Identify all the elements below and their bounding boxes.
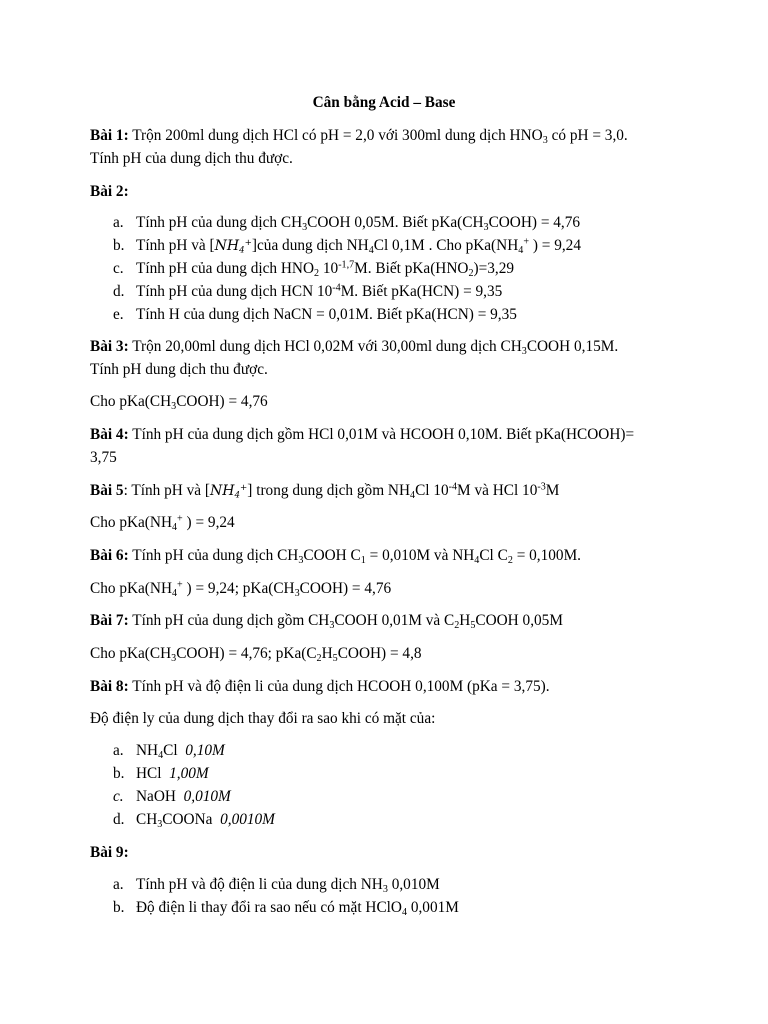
problem-label: Bài 1: bbox=[90, 127, 129, 144]
math-nh4: $NH_4^+$ bbox=[209, 483, 248, 501]
problem-6-given: Cho $pKa(NH_4^+$ ) = 9,24; $pKa(CH_3COOH) = 4,76$ bbox=[90, 579, 392, 599]
list-item: $NH_4Cl$ 0,10M bbox=[136, 742, 225, 761]
list-marker: b. bbox=[113, 899, 125, 916]
problem-8-line2: Độ điện ly của dung dịch thay đổi ra sao khi có mặt của: bbox=[90, 710, 436, 727]
list-marker: a. bbox=[113, 742, 124, 759]
problem-6: Bài 6: Tính pH của dung dịch $CH_3COOH$ $C_1 = 0,010M$ và $NH_4Cl$ $C_2 = 0,100M$. bbox=[90, 547, 581, 566]
problem-1-line2: Tính pH của dung dịch thu được. bbox=[90, 150, 293, 167]
list-marker: e. bbox=[113, 306, 124, 323]
problem-label: Bài 7: bbox=[90, 612, 129, 629]
list-item: Tính pH của dung dịch HCN $10^{-4}M$. Biết pKa(HCN) = 9,35 bbox=[136, 282, 503, 300]
problem-5-given: Cho $pKa(NH_4^+$ ) = 9,24 bbox=[90, 513, 235, 533]
list-item: Tính pH của dung dịch $HNO_2$ $10^{-1,7}M$. Biết $pKa(HNO_2)=3,29$ bbox=[136, 259, 514, 279]
problem-8: Bài 8: Tính pH và độ điện li của dung dịch HCOOH 0,100M (pKa = 3,75). bbox=[90, 678, 550, 695]
page-title: Cân bằng Acid – Base bbox=[312, 94, 456, 111]
list-marker: d. bbox=[113, 811, 125, 828]
list-marker: b. bbox=[113, 237, 125, 254]
problem-7: Bài 7: Tính pH của dung dịch gồm $CH_3COOH$ 0,01M và $C_2H_5COOH$ 0,05M bbox=[90, 612, 563, 631]
problem-3-line2: Tính pH dung dịch thu được. bbox=[90, 361, 268, 378]
list-marker: c. bbox=[113, 788, 124, 805]
list-item: Độ điện li thay đổi ra sao nếu có mặt HClO$_4$ 0,001M bbox=[136, 899, 459, 918]
problem-5: Bài 5: Tính pH và $[NH_4^+]$ trong dung dịch gồm $NH_4Cl$ $10^{-4}M$ và HCl $10^{-3}M$ bbox=[90, 481, 560, 501]
list-item: Tính H của dung dịch NaCN = 0,01M. Biết pKa(HCN) = 9,35 bbox=[136, 306, 517, 323]
list-marker: a. bbox=[113, 214, 124, 231]
problem-9-label: Bài 9: bbox=[90, 844, 129, 861]
list-item: Tính pH của dung dịch $CH_3COOH$ 0,05M. Biết $pKa(CH_3COOH) = 4,76$ bbox=[136, 214, 581, 233]
list-item: NaOH 0,010M bbox=[136, 788, 231, 805]
problem-3-given: Cho $pKa(CH_3COOH) = 4,76$ bbox=[90, 393, 268, 412]
list-item: Tính pH và $[NH_4^+]của$ dung dịch $NH_4Cl$ 0,1M . Cho $pKa(NH_4^+$ ) = 9,24 bbox=[136, 236, 581, 256]
list-marker: b. bbox=[113, 765, 125, 782]
problem-4: Bài 4: Tính pH của dung dịch gồm HCl 0,01M và HCOOH 0,10M. Biết pKa(HCOOH)= bbox=[90, 426, 635, 443]
list-marker: c. bbox=[113, 260, 124, 277]
problem-2-label: Bài 2: bbox=[90, 183, 129, 200]
problem-3: Bài 3: Trộn 20,00ml dung dịch HCl 0,02M với 30,00ml dung dịch $CH_3COOH$ 0,15M. bbox=[90, 338, 619, 357]
problem-label: Bài 3: bbox=[90, 338, 129, 355]
problem-label: Bài 4: bbox=[90, 426, 129, 443]
list-marker: d. bbox=[113, 283, 125, 300]
list-marker: a. bbox=[113, 876, 124, 893]
problem-label: Bài 8: bbox=[90, 678, 129, 695]
problem-7-given: Cho $pKa(CH_3COOH) = 4,76$; $pKa(C_2H_5COOH) = 4,8$ bbox=[90, 645, 422, 664]
list-item: $CH_3COONa$ 0,0010M bbox=[136, 811, 275, 830]
problem-label: Bài 5 bbox=[90, 482, 124, 499]
math-nh4: $NH_4^+$ bbox=[214, 238, 252, 256]
problem-1: Bài 1: Trộn 200ml dung dịch HCl có pH = 2,0 với 300ml dung dịch $HNO_3$ có pH = 3,0. bbox=[90, 127, 628, 146]
problem-4-line2: 3,75 bbox=[90, 449, 117, 466]
problem-label: Bài 6: bbox=[90, 547, 129, 564]
list-item: HCl 1,00M bbox=[136, 765, 209, 782]
list-item: Tính pH và độ điện li của dung dịch $NH_3$ 0,010M bbox=[136, 876, 440, 895]
